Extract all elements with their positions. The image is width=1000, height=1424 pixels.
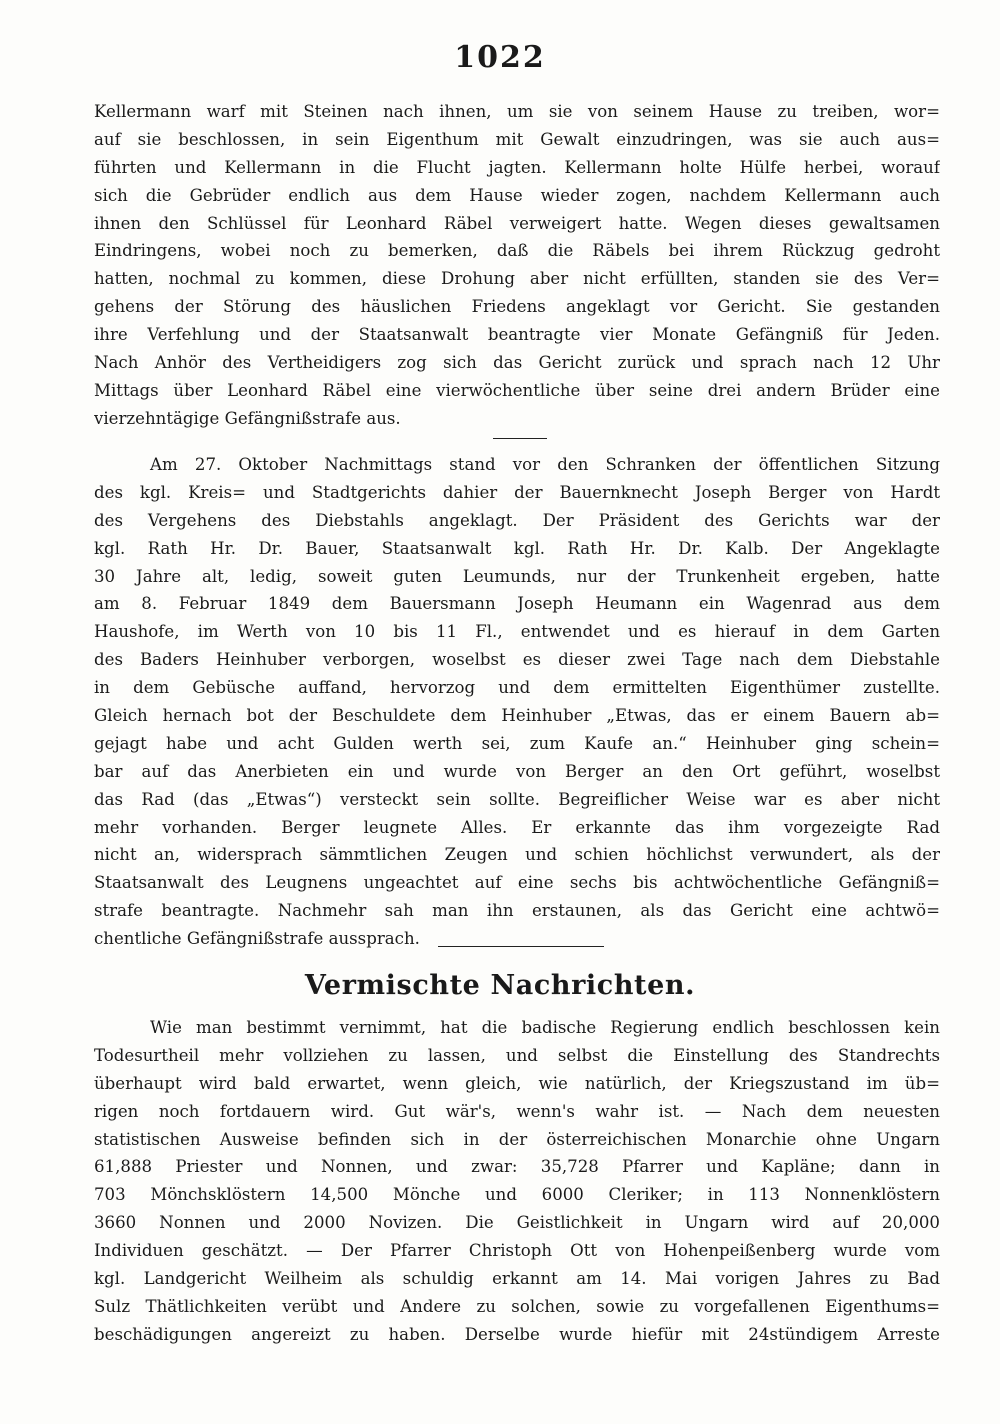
section-divider xyxy=(493,438,547,439)
text-line: kgl. Rath Hr. Dr. Bauer, Staatsanwalt kgl. Rath Hr. Dr. Kalb. Der Angeklagte xyxy=(94,538,940,558)
text-line: am 8. Februar 1849 dem Bauersmann Joseph Heumann ein Wagenrad aus dem xyxy=(94,594,940,614)
text-line: mehr vorhanden. Berger leugnete Alles. Er erkannte das ihm vorgezeigte Rad xyxy=(94,817,940,837)
text-line: das Rad (das „Etwas“) versteckt sein sollte. Begreiflicher Weise war es aber nicht xyxy=(94,789,940,809)
article-court-raebel xyxy=(94,98,940,433)
text-line: strafe beantragte. Nachmehr sah man ihn erstaunen, als das Gericht eine achtwö= xyxy=(94,901,940,921)
text-line: Eindringens, wobei noch zu bemerken, daß die Räbels bei ihrem Rückzug gedroht xyxy=(94,241,940,261)
text-line: beschädigungen angereizt zu haben. Derselbe wurde hiefür mit 24stündigem Arreste xyxy=(94,1324,940,1344)
text-line: Nach Anhör des Vertheidigers zog sich das Gericht zurück und sprach nach 12 Uhr xyxy=(94,353,940,373)
text-line: Mittags über Leonhard Räbel eine vierwöchentliche über seine drei andern Brüder eine xyxy=(94,380,940,400)
text-line: nicht an, widersprach sämmtlichen Zeugen und schien höchlichst verwundert, als der xyxy=(94,845,940,865)
text-line: 61,888 Priester und Nonnen, und zwar: 35,728 Pfarrer und Kapläne; dann in xyxy=(94,1157,940,1177)
page-number: 1022 xyxy=(454,40,546,75)
text-line: gejagt habe und acht Gulden werth sei, zum Kaufe an.“ Heinhuber ging schein= xyxy=(94,733,940,753)
text-line: Staatsanwalt des Leugnens ungeachtet auf eine sechs bis achtwöchentliche Gefängniß= xyxy=(94,873,940,893)
text-line: in dem Gebüsche auffand, hervorzog und dem ermittelten Eigenthümer zustellte. xyxy=(94,678,940,698)
text-line: 3660 Nonnen und 2000 Novizen. Die Geistlichkeit in Ungarn wird auf 20,000 xyxy=(94,1213,940,1233)
section-heading: Vermischte Nachrichten. xyxy=(304,970,696,1001)
text-line: bar auf das Anerbieten ein und wurde von Berger an den Ort geführt, woselbst xyxy=(94,761,940,781)
text-line: Am 27. Oktober Nachmittags stand vor den Schranken der öffentlichen Sitzung xyxy=(150,455,940,474)
section-divider xyxy=(438,946,604,947)
text-line: Individuen geschätzt. — Der Pfarrer Christoph Ott von Hohenpeißenberg wurde vom xyxy=(94,1241,940,1261)
text-line: des Vergehens des Diebstahls angeklagt. Der Präsident des Gerichts war der xyxy=(94,510,940,530)
text-line: 30 Jahre alt, ledig, soweit guten Leumunds, nur der Trunkenheit ergeben, hatte xyxy=(94,566,940,586)
text-line: Kellermann warf mit Steinen nach ihnen, um sie von seinem Hause zu treiben, wor= xyxy=(94,102,940,121)
text-line: kgl. Landgericht Weilheim als schuldig erkannt am 14. Mai vorigen Jahres zu Bad xyxy=(94,1269,940,1289)
text-line: ihnen den Schlüssel für Leonhard Räbel verweigert hatte. Wegen dieses gewaltsamen xyxy=(94,213,940,233)
article-court-berger xyxy=(94,451,940,953)
text-line: überhaupt wird bald erwartet, wenn gleich, wie natürlich, der Kriegszustand im üb= xyxy=(94,1073,940,1093)
text-line: des kgl. Kreis= und Stadtgerichts dahier der Bauernknecht Joseph Berger von Hardt xyxy=(94,482,940,502)
text-line: Todesurtheil mehr vollziehen zu lassen, und selbst die Einstellung des Standrechts xyxy=(94,1045,940,1065)
text-line: sich die Gebrüder endlich aus dem Hause wieder zogen, nachdem Kellermann auch xyxy=(94,185,940,205)
text-line: Gleich hernach bot der Beschuldete dem Heinhuber „Etwas, das er einem Bauern ab= xyxy=(94,706,940,726)
article-miscellaneous-news xyxy=(94,1014,940,1349)
text-line: Sulz Thätlichkeiten verübt und Andere zu solchen, sowie zu vorgefallenen Eigenthums= xyxy=(94,1296,940,1316)
text-line: ihre Verfehlung und der Staatsanwalt beantragte vier Monate Gefängniß für Jeden. xyxy=(94,325,940,345)
text-line: chentliche Gefängnißstrafe aussprach. xyxy=(94,929,420,949)
text-line: 703 Mönchsklöstern 14,500 Mönche und 6000 Cleriker; in 113 Nonnenklöstern xyxy=(94,1185,940,1205)
text-line: vierzehntägige Gefängnißstrafe aus. xyxy=(94,408,401,428)
text-line: des Baders Heinhuber verborgen, woselbst es dieser zwei Tage nach dem Diebstahle xyxy=(94,650,940,670)
text-line: Haushofe, im Werth von 10 bis 11 Fl., entwendet und es hierauf in dem Garten xyxy=(94,622,940,642)
text-line: rigen noch fortdauern wird. Gut wär's, wenn's wahr ist. — Nach dem neuesten xyxy=(94,1101,940,1121)
text-line: führten und Kellermann in die Flucht jagten. Kellermann holte Hülfe herbei, worauf xyxy=(94,157,940,177)
text-line: gehens der Störung des häuslichen Friedens angeklagt vor Gericht. Sie gestanden xyxy=(94,297,940,317)
text-line: statistischen Ausweise befinden sich in der österreichischen Monarchie ohne Ungarn xyxy=(94,1129,940,1149)
text-line: auf sie beschlossen, in sein Eigenthum mit Gewalt einzudringen, was sie auch aus= xyxy=(94,129,940,149)
text-line: hatten, nochmal zu kommen, diese Drohung aber nicht erfüllten, standen sie des Ver= xyxy=(94,269,940,289)
text-line: Wie man bestimmt vernimmt, hat die badische Regierung endlich beschlossen kein xyxy=(150,1018,940,1037)
